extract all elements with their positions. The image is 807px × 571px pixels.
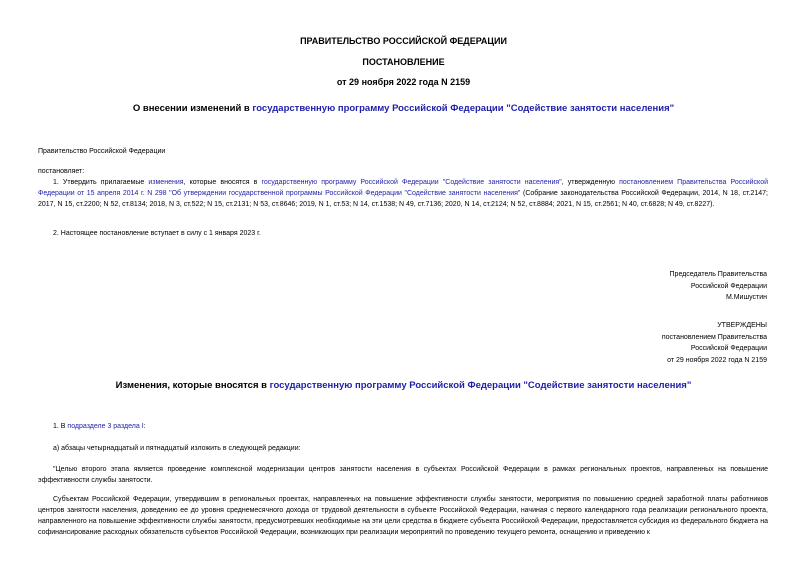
changes-title: [0, 380, 807, 391]
approval-block: [662, 320, 767, 366]
document-type-heading: ПОСТАНОВЛЕНИЕ: [362, 57, 445, 67]
signature-name: М.Мишустин: [725, 294, 767, 301]
item-1-text-a: 1. Утвердить прилагаемые: [53, 179, 149, 186]
document-title-link[interactable]: государственную программу Российской Федерации "Содействие занятости населения": [252, 103, 675, 114]
quoted-paragraph-1: "Целью второго этапа является проведение комплексной модернизации центров занятости населения в субъектах Российской Федерации в рамках региональных проектов, направленных на повышение эффективности службы занятости.: [38, 466, 768, 484]
change-1-suffix: :: [143, 423, 146, 430]
item-1-paragraph: [38, 177, 768, 210]
item-1-text-b: , которые вносятся в: [183, 179, 262, 186]
government-heading: ПРАВИТЕЛЬСТВО РОССИЙСКОЙ ФЕДЕРАЦИИ: [300, 36, 507, 46]
document-title-prefix: О внесении изменений в: [132, 103, 253, 114]
approval-resolution: постановлением Правительства: [661, 333, 767, 341]
change-1-paragraph: [38, 421, 768, 432]
resolution-link[interactable]: постановлением Правительства Российской Федерации от 15 апреля 2014 г. N 298 "Об утверждении государственной программы Российской Федерации "Содействие занятости населения": [38, 179, 768, 197]
program-link[interactable]: государственную программу Российской Федерации "Содействие занятости населения": [261, 179, 562, 186]
item-1-text-c: , утвержденную: [561, 179, 620, 186]
approval-heading: УТВЕРЖДЕНЫ: [717, 322, 767, 329]
changes-title-prefix: Изменения, которые вносятся в: [115, 380, 270, 391]
changes-title-link[interactable]: государственную программу Российской Федерации "Содействие занятости населения": [269, 380, 692, 391]
quoted-paragraph-2: Субъектам Российской Федерации, утвердившим в региональных проектах, направленных на повышение эффективности службы занятости, мероприятия по повышению средней заработной платы работников центров занятости населения, доведению ее до уровня среднемесячного дохода от трудовой деятельности в субъекте Российской Федерации, начиная с первого календарного года реализации регионального проекта, направленного на повышение эффективности службы занятости, предусмотревших необходимые на эти цели средства в бюджете субъекта Российской Федерации, предоставляется субсидия из федерального бюджета на софинансирование расходных обязательств субъектов Российской Федерации, возникающих при реализации мероприятий по проведению текущего ремонта, оснащению и приведению к: [38, 496, 768, 536]
approval-country: Российской Федерации: [690, 345, 767, 352]
issuer-paragraph: Правительство Российской Федерации: [38, 148, 166, 155]
signature-title: Председатель Правительства: [669, 271, 767, 278]
subsection-link[interactable]: подразделе 3 раздела I: [67, 423, 144, 430]
signature-block: [670, 269, 767, 304]
change-1-prefix: 1. В: [53, 423, 68, 430]
document-date-number: от 29 ноября 2022 года N 2159: [336, 77, 471, 87]
change-a-paragraph: а) абзацы четырнадцатый и пятнадцатый изложить в следующей редакции:: [53, 445, 301, 452]
decrees-paragraph: постановляет:: [38, 168, 85, 175]
item-1-text-d: (Собрание законодательства Российской Федерации, 2014, N 18, ст.2147; 2017, N 15, ст.2200; N 52, ст.8134; 2018, N 3, ст.522; N 15, ст.2131; N 53, ст.8646; 2019, N 1, ст.53; N 14, ст.1538; N 49, ст.7136; 2020, N 14, ст.2124; N 52, ст.8884; 2021, N 15, ст.2561; N 40, ст.6828; N 49, ст.8227).: [38, 190, 768, 208]
approval-date-number: от 29 ноября 2022 года N 2159: [667, 356, 767, 364]
document-title: [0, 103, 807, 114]
changes-link[interactable]: изменения: [148, 179, 184, 186]
item-2-paragraph: 2. Настоящее постановление вступает в силу с 1 января 2023 г.: [53, 230, 261, 237]
signature-country: Российской Федерации: [690, 282, 767, 290]
